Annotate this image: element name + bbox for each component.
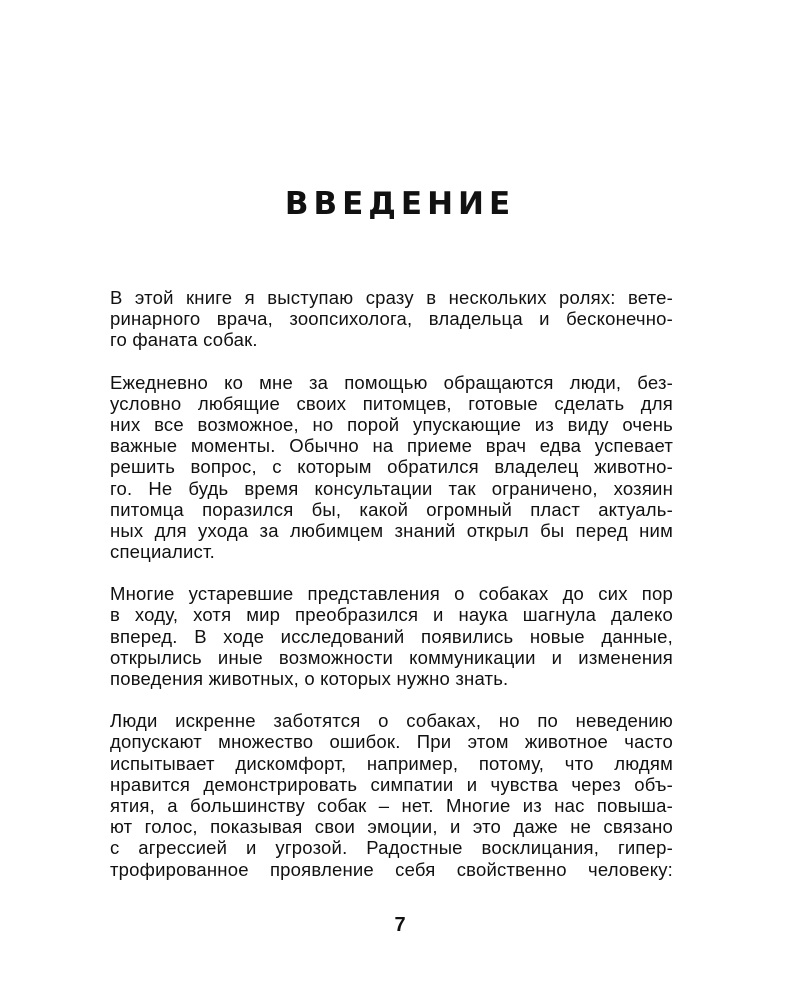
text-line: трофированное проявление себя свойственно человеку: [110,858,673,880]
text-line: них все возможное, но порой упускающие из виду очень [110,413,673,435]
paragraph-2 [110,372,673,563]
text-line: го. Не будь время консультации так ограничено, хозяин [110,477,673,499]
text-line: испытывает дискомфорт, например, потому, что людям [110,752,673,774]
page-number: 7 [394,914,406,936]
text-line: Многие устаревшие представления о собаках до сих пор [110,583,673,605]
paragraph-1 [110,287,673,351]
paragraph-4 [110,710,673,880]
text-line: открылись иные возможности коммуникации и изменения [110,646,673,668]
text-line: питомца поразился бы, какой огромный пласт актуаль- [110,498,673,520]
text-line: специалист. [110,541,215,563]
text-line: вперед. В ходе исследований появились новые данные, [110,625,673,647]
text-line: ринарного врача, зоопсихолога, владельца и бесконечно- [110,308,673,330]
body-text [110,287,673,901]
text-line: допускают множество ошибок. При этом животное часто [110,731,673,753]
text-line: в ходу, хотя мир преобразился и наука шагнула далеко [110,604,673,626]
text-line: Ежедневно ко мне за помощью обращаются люди, без- [110,371,673,393]
text-line: важные моменты. Обычно на приеме врач едва успевает [110,435,673,457]
text-line: Люди искренне заботятся о собаках, но по неведению [110,710,673,732]
text-line: го фаната собак. [110,329,258,351]
paragraph-3 [110,583,673,689]
text-line: условно любящие своих питомцев, готовые сделать для [110,392,673,414]
text-line: ных для ухода за любимцем знаний открыл бы перед ним [110,519,673,541]
text-line: ют голос, показывая свои эмоции, и это даже не связано [110,816,673,838]
text-line: ятия, а большинству собак – нет. Многие из нас повыша- [110,794,673,816]
text-line: поведения животных, о которых нужно знать. [110,668,509,689]
text-line: В этой книге я выступаю сразу в нескольких ролях: вете- [110,287,673,308]
text-line: нравится демонстрировать симпатии и чувства через объ- [110,773,673,795]
text-line: с агрессией и угрозой. Радостные восклицания, гипер- [110,837,673,859]
text-line: решить вопрос, с которым обратился владелец животно- [110,456,673,478]
chapter-title: ВВЕДЕНИЕ [284,186,516,222]
